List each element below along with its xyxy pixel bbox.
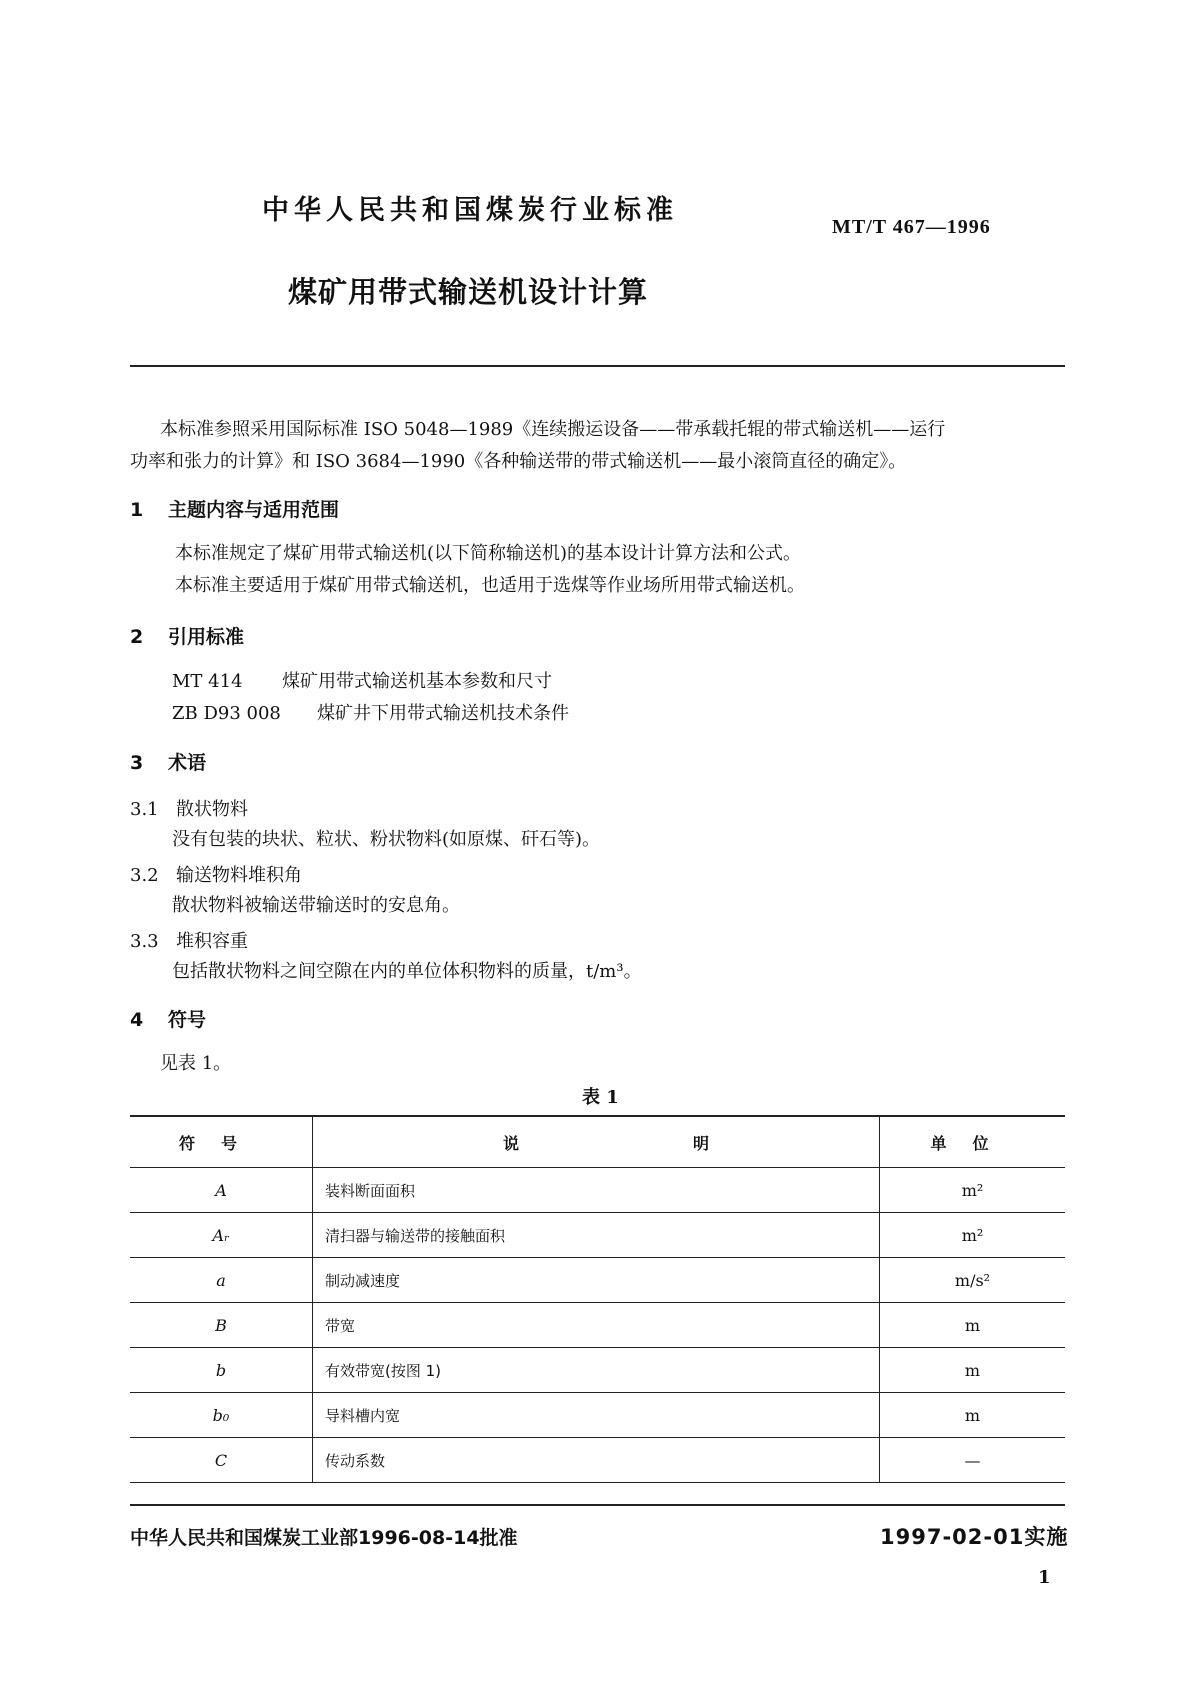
unit-cell: m bbox=[880, 1348, 1066, 1393]
section-number: 1 bbox=[130, 499, 144, 521]
table-row bbox=[130, 1258, 1065, 1303]
unit-cell: m/s² bbox=[880, 1258, 1066, 1303]
term-name: 散状物料 bbox=[176, 799, 248, 820]
symbol-cell: Aᵣ bbox=[130, 1213, 313, 1258]
description-cell: 传动系数 bbox=[313, 1438, 880, 1483]
term-name: 堆积容重 bbox=[176, 931, 248, 952]
section-number: 2 bbox=[130, 626, 144, 648]
description-cell: 有效带宽(按图 1) bbox=[313, 1348, 880, 1393]
approval-note: 中华人民共和国煤炭工业部1996-08-14批准 bbox=[130, 1527, 518, 1549]
term-number: 3.3 bbox=[130, 931, 159, 952]
intro-line-1: 本标准参照采用国际标准 ISO 5048—1989《连续搬运设备——带承载托辊的带式输送机——运行 bbox=[160, 419, 946, 440]
description-cell: 制动减速度 bbox=[313, 1258, 880, 1303]
section-title: 符号 bbox=[168, 1009, 207, 1031]
term-heading bbox=[130, 795, 248, 821]
section-1-para-1: 本标准规定了煤矿用带式输送机(以下简称输送机)的基本设计计算方法和公式。 bbox=[175, 543, 802, 564]
table-row bbox=[130, 1348, 1065, 1393]
section-title: 术语 bbox=[168, 752, 207, 774]
org-title: 中华人民共和国煤炭行业标准 bbox=[262, 195, 678, 226]
table-row bbox=[130, 1393, 1065, 1438]
symbol-cell: B bbox=[130, 1303, 313, 1348]
description-cell: 装料断面面积 bbox=[313, 1168, 880, 1213]
unit-cell: m bbox=[880, 1303, 1066, 1348]
table-row bbox=[130, 1303, 1065, 1348]
term-heading bbox=[130, 927, 248, 953]
reference-code: ZB D93 008 bbox=[172, 703, 281, 724]
unit-cell: — bbox=[880, 1438, 1066, 1483]
term-name: 输送物料堆积角 bbox=[176, 865, 302, 886]
intro-line-2: 功率和张力的计算》和 ISO 3684—1990《各种输送带的带式输送机——最小滚筒直径的确定》。 bbox=[130, 451, 907, 472]
reference-code: MT 414 bbox=[172, 671, 243, 692]
term-number: 3.2 bbox=[130, 865, 159, 886]
section-number: 3 bbox=[130, 752, 144, 774]
effective-date: 1997-02-01实施 bbox=[880, 1525, 1069, 1549]
section-number: 4 bbox=[130, 1009, 144, 1031]
page-number: 1 bbox=[1038, 1567, 1051, 1588]
reference-title: 煤矿用带式输送机基本参数和尺寸 bbox=[282, 671, 552, 692]
section-2-heading bbox=[130, 622, 244, 649]
section-title: 引用标准 bbox=[168, 626, 245, 648]
header-symbol: 符号 bbox=[130, 1116, 313, 1168]
unit-cell: m² bbox=[880, 1213, 1066, 1258]
section-4-para: 见表 1。 bbox=[160, 1053, 232, 1074]
header-divider bbox=[130, 365, 1065, 367]
reference-item bbox=[172, 668, 552, 695]
symbol-cell: a bbox=[130, 1258, 313, 1303]
term-definition: 包括散状物料之间空隙在内的单位体积物料的质量，t/m³。 bbox=[172, 961, 642, 982]
description-cell: 清扫器与输送带的接触面积 bbox=[313, 1213, 880, 1258]
footer-divider bbox=[130, 1504, 1065, 1506]
description-cell: 带宽 bbox=[313, 1303, 880, 1348]
table-caption: 表 1 bbox=[582, 1087, 619, 1108]
doc-title: 煤矿用带式输送机设计计算 bbox=[288, 275, 649, 309]
symbols-table bbox=[130, 1115, 1065, 1483]
description-cell: 导料槽内宽 bbox=[313, 1393, 880, 1438]
standard-code: MT/T 467—1996 bbox=[832, 216, 991, 238]
section-title: 主题内容与适用范围 bbox=[168, 499, 340, 521]
table-header-row bbox=[130, 1116, 1065, 1168]
term-heading bbox=[130, 861, 302, 887]
section-4-heading bbox=[130, 1005, 206, 1032]
table-row bbox=[130, 1213, 1065, 1258]
reference-title: 煤矿井下用带式输送机技术条件 bbox=[317, 703, 569, 724]
term-definition: 散状物料被输送带输送时的安息角。 bbox=[172, 895, 460, 916]
section-1-para-2: 本标准主要适用于煤矿用带式输送机，也适用于选煤等作业场所用带式输送机。 bbox=[175, 575, 805, 596]
unit-cell: m² bbox=[880, 1168, 1066, 1213]
symbol-cell: C bbox=[130, 1438, 313, 1483]
symbol-cell: b₀ bbox=[130, 1393, 313, 1438]
section-3-heading bbox=[130, 748, 206, 775]
unit-cell: m bbox=[880, 1393, 1066, 1438]
header-unit: 单位 bbox=[880, 1116, 1066, 1168]
table-row bbox=[130, 1438, 1065, 1483]
reference-item bbox=[172, 700, 569, 727]
table-row bbox=[130, 1168, 1065, 1213]
term-number: 3.1 bbox=[130, 799, 159, 820]
term-definition: 没有包装的块状、粒状、粉状物料(如原煤、矸石等)。 bbox=[172, 829, 601, 850]
section-1-heading bbox=[130, 495, 339, 522]
symbol-cell: b bbox=[130, 1348, 313, 1393]
header-description: 说 明 bbox=[313, 1116, 880, 1168]
symbol-cell: A bbox=[130, 1168, 313, 1213]
